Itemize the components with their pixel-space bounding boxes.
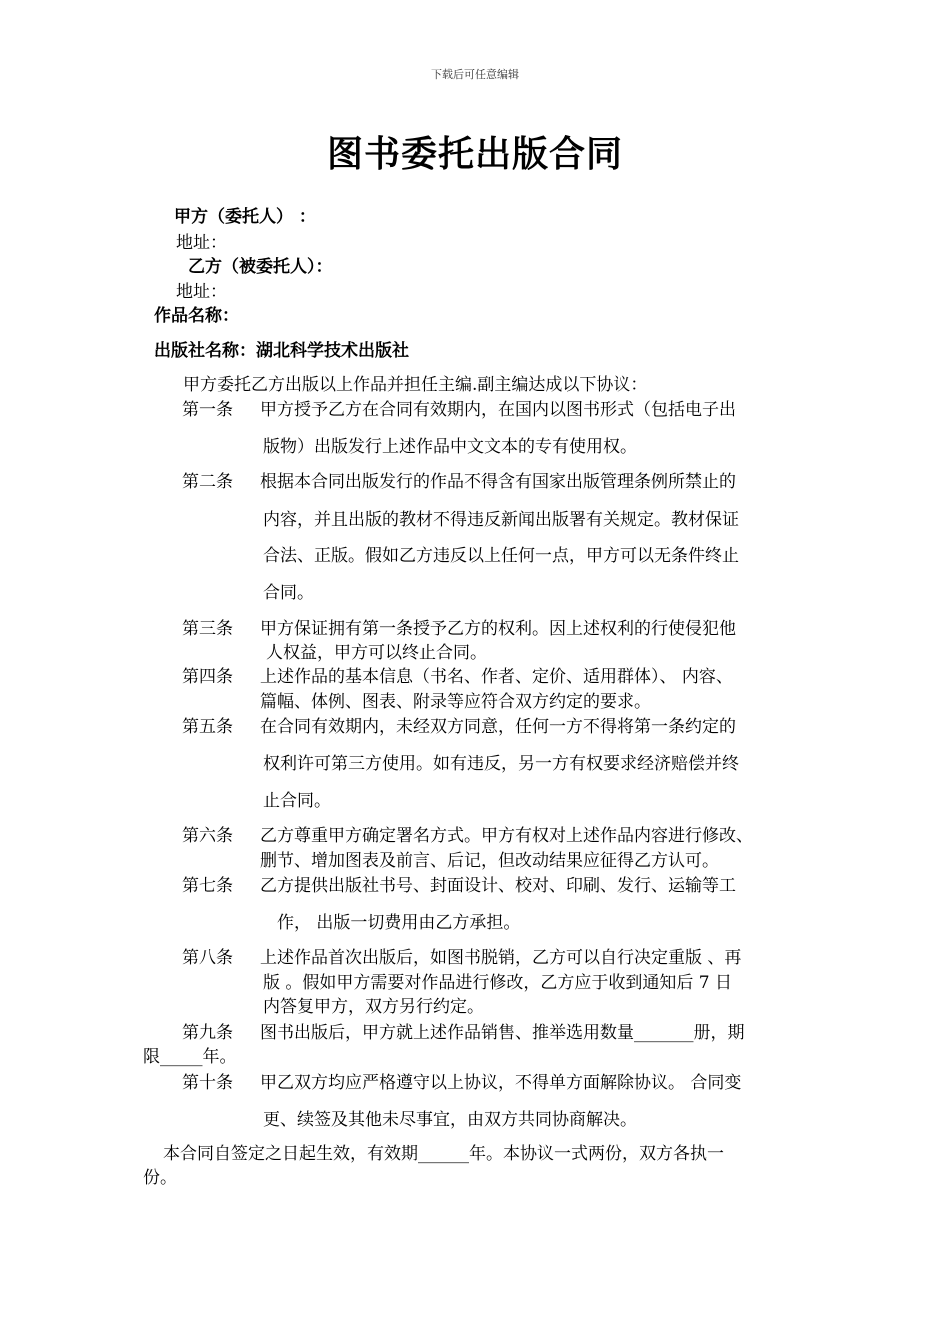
article-10-line-2: 更、续签及其他未尽事宜，由双方共同协商解决。	[263, 1110, 637, 1130]
article-5-label: 第五条	[182, 717, 233, 737]
article-8-line-2: 版 。假如甲方需要对作品进行修改，乙方应于收到通知后 7 日	[263, 973, 733, 993]
work-name-label: 作品名称：	[154, 306, 239, 326]
article-5-line-3: 止合同。	[263, 791, 331, 811]
article-9-line-1: 图书出版后，甲方就上述作品销售、推举选用数量_______册，期	[260, 1023, 745, 1043]
document-title: 图书委托出版合同	[326, 133, 623, 175]
article-2-line-2: 内容，并且出版的教材不得违反新闻出版署有关规定。教材保证	[263, 510, 739, 530]
article-6-line-1: 乙方尊重甲方确定署名方式。甲方有权对上述作品内容进行修改、	[260, 826, 753, 846]
article-10-line-1: 甲乙双方均应严格遵守以上协议，不得单方面解除协议。 合同变	[260, 1073, 742, 1093]
closing-line-2: 份。	[143, 1168, 177, 1188]
article-2-line-4: 合同。	[263, 583, 314, 603]
article-6-label: 第六条	[182, 826, 233, 846]
article-4-label: 第四条	[182, 667, 233, 687]
header-note: 下载后可任意编辑	[431, 68, 519, 81]
party-a-label: 甲方（委托人） ：	[174, 207, 316, 227]
party-b-address: 地址：	[176, 282, 227, 302]
article-9-line-2: 限_____年。	[143, 1047, 237, 1067]
article-4-line-2: 篇幅、体例、图表、附录等应符合双方约定的要求。	[260, 692, 651, 712]
party-a-address: 地址：	[176, 233, 227, 253]
article-2-line-3: 合法、正版。假如乙方违反以上任何一点，甲方可以无条件终止	[263, 546, 739, 566]
agreement-intro: 甲方委托乙方出版以上作品并担任主编.副主编达成以下协议：	[183, 375, 648, 395]
article-2-line-1: 根据本合同出版发行的作品不得含有国家出版管理条例所禁止的	[260, 472, 736, 492]
article-5-line-2: 权利许可第三方使用。如有违反，另一方有权要求经济赔偿并终	[263, 754, 739, 774]
article-3-label: 第三条	[182, 619, 233, 639]
article-2-label: 第二条	[182, 472, 233, 492]
article-8-line-3: 内答复甲方，双方另行约定。	[263, 997, 484, 1017]
article-3-line-2: 人权益，甲方可以终止合同。	[266, 643, 487, 663]
closing-line-1: 本合同自签定之日起生效，有效期______年。本协议一式两份，双方各执一	[163, 1144, 724, 1164]
article-8-label: 第八条	[182, 948, 233, 968]
article-7-line-2: 作， 出版一切费用由乙方承担。	[277, 913, 521, 933]
article-4-line-1: 上述作品的基本信息（书名、作者、定价、适用群体）、 内容、	[260, 667, 733, 687]
article-10-label: 第十条	[182, 1073, 233, 1093]
article-1-line-1: 甲方授予乙方在合同有效期内，在国内以图书形式（包括电子出	[260, 400, 736, 420]
article-5-line-1: 在合同有效期内，未经双方同意，任何一方不得将第一条约定的	[260, 717, 736, 737]
article-7-line-1: 乙方提供出版社书号、封面设计、校对、印刷、发行、运输等工	[260, 876, 736, 896]
article-6-line-2: 删节、增加图表及前言、后记，但改动结果应征得乙方认可。	[260, 851, 719, 871]
article-1-line-2: 版物）出版发行上述作品中文文本的专有使用权。	[263, 437, 637, 457]
article-8-line-1: 上述作品首次出版后，如图书脱销，乙方可以自行决定重版 、再	[260, 948, 742, 968]
article-9-label: 第九条	[182, 1023, 233, 1043]
article-1-label: 第一条	[182, 400, 233, 420]
article-3-line-1: 甲方保证拥有第一条授予乙方的权利。因上述权利的行使侵犯他	[260, 619, 736, 639]
publisher-name: 出版社名称：湖北科学技术出版社	[154, 341, 409, 361]
article-7-label: 第七条	[182, 876, 233, 896]
party-b-label: 乙方（被委托人）：	[188, 257, 333, 277]
